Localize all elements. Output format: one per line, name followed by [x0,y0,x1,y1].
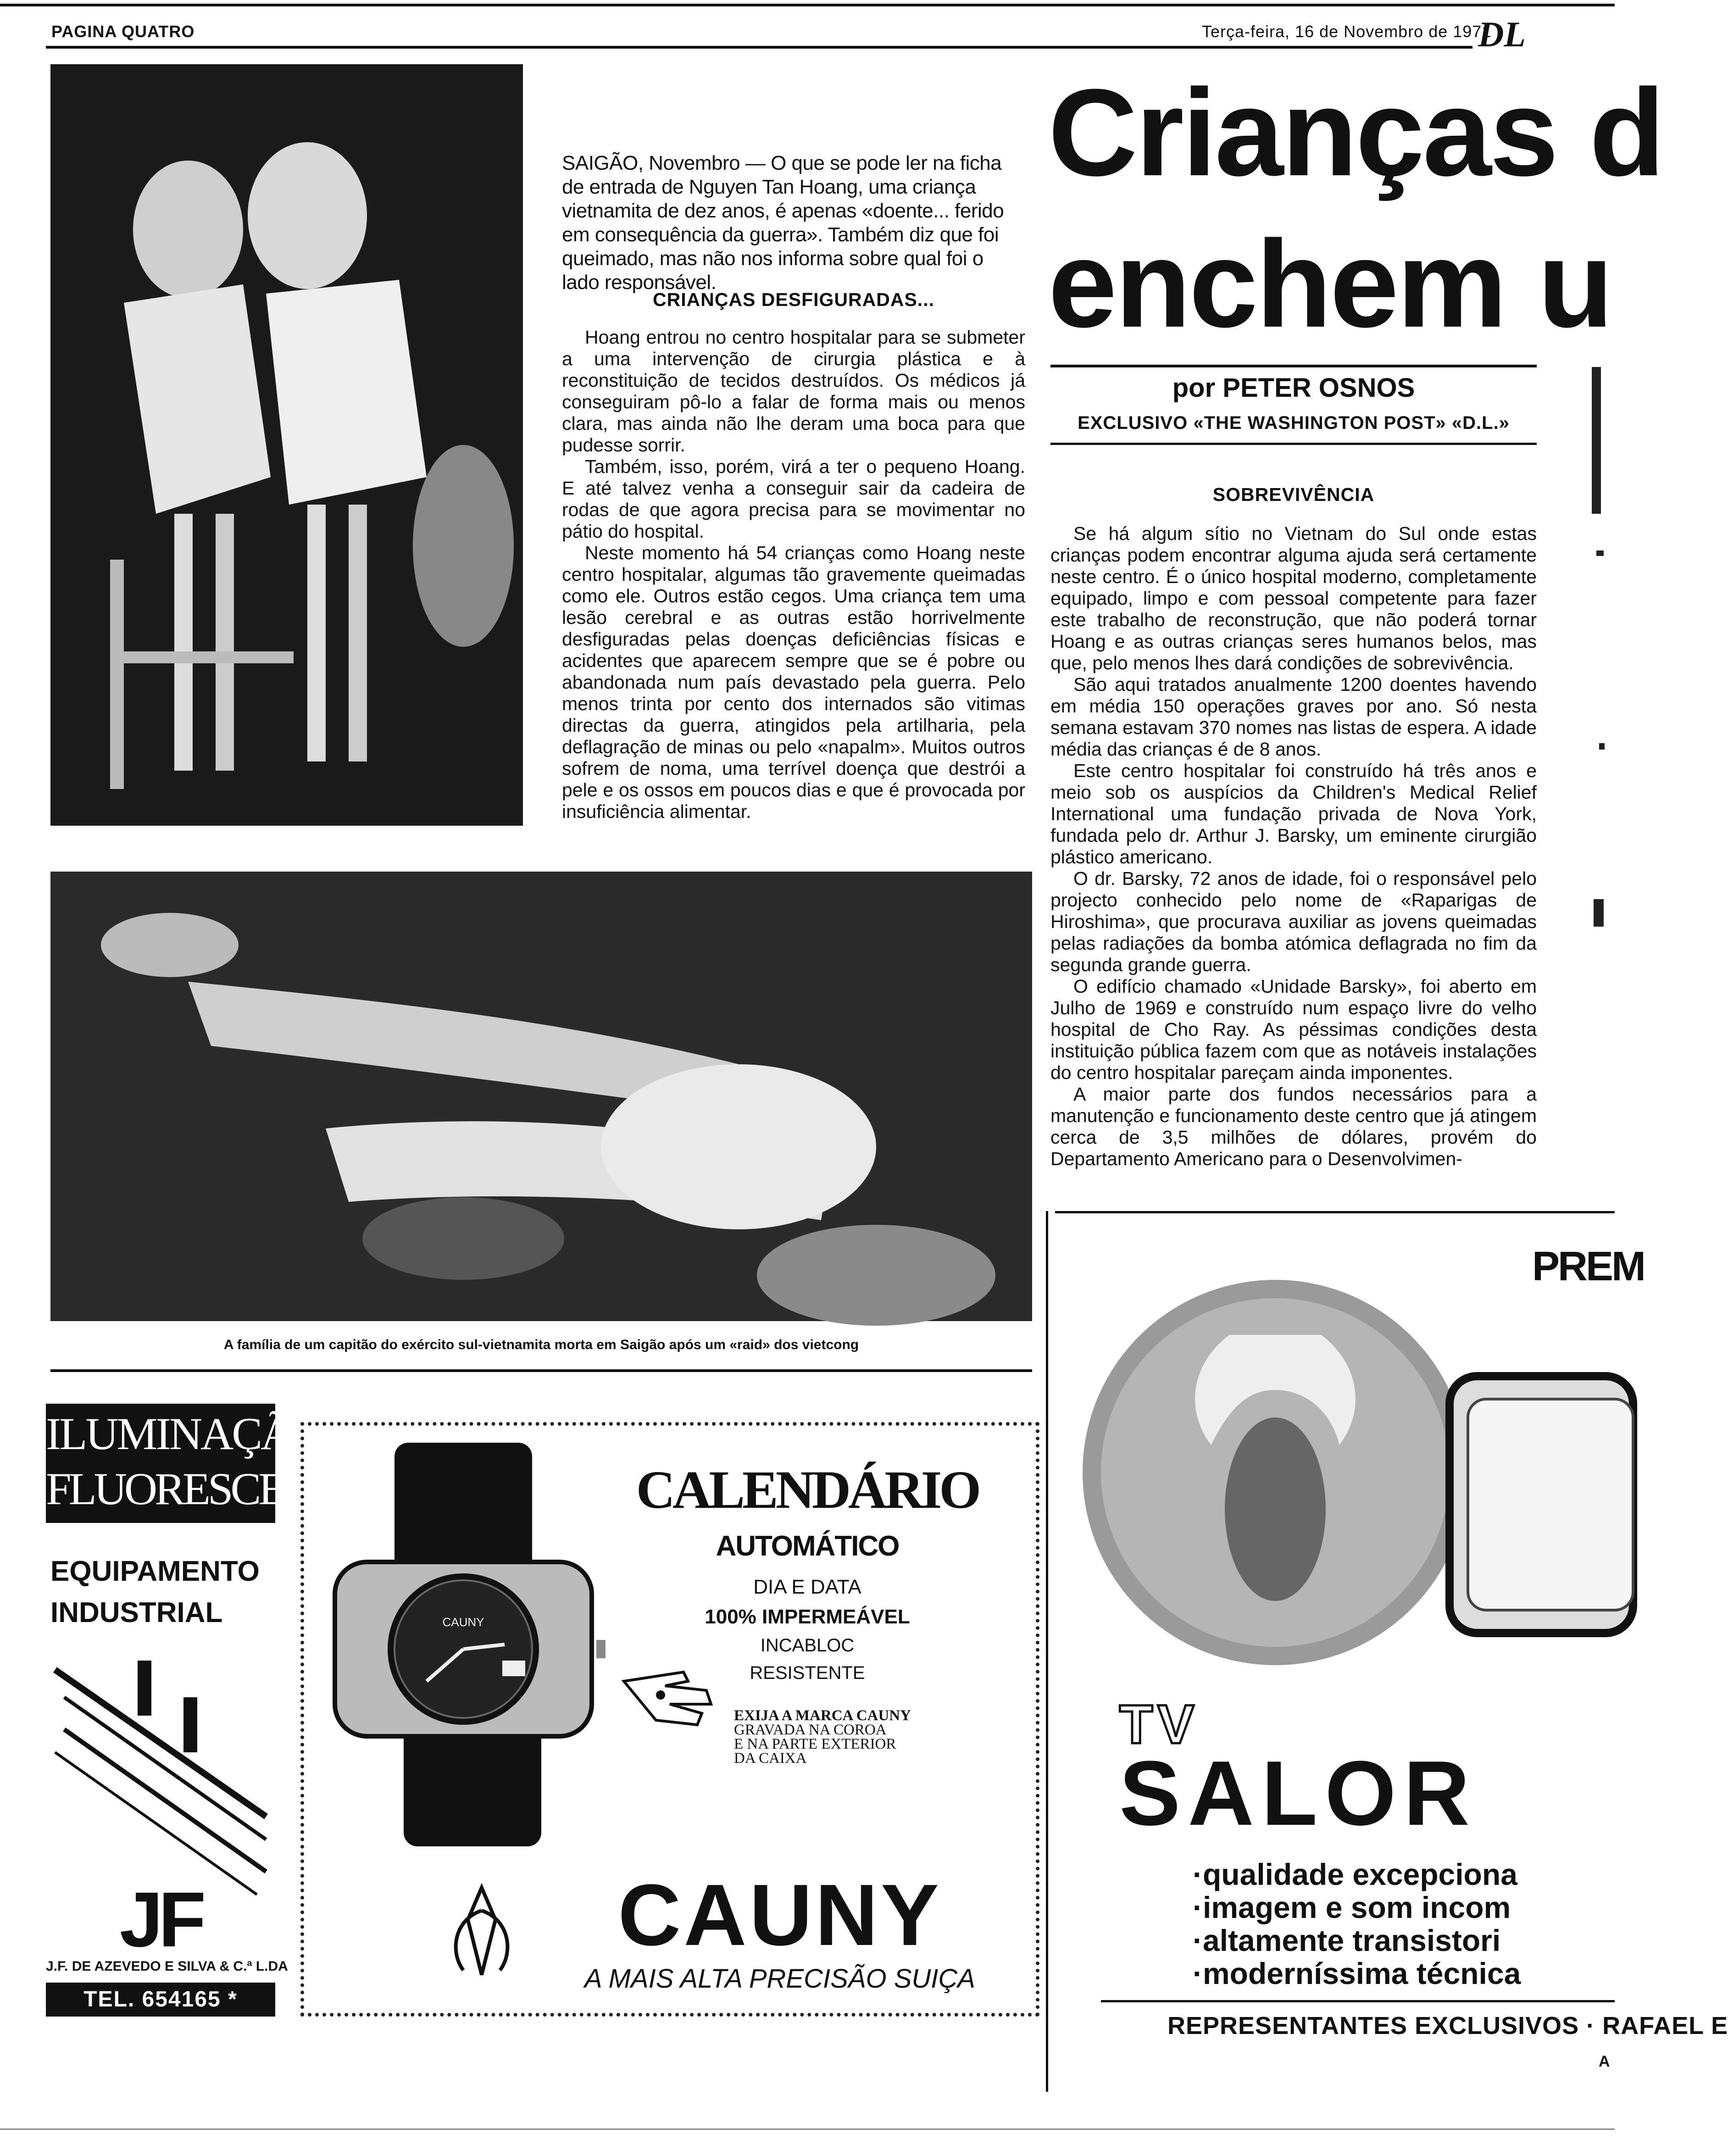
salora-bullet-text: altamente transistori [1202,1923,1501,1957]
wristwatch-illustration [321,1443,606,1846]
jf-phone: TEL. 654165 * LISBOA [46,1983,275,2017]
salora-footer-rule [1101,2000,1615,2002]
salora-corner-letter: A [1599,2053,1610,2070]
salora-bullet: ·qualidade excepciona [1193,1857,1517,1891]
cauny-brand: CAUNY [618,1867,942,1964]
section-rule-left [50,1369,1032,1372]
cauny-note-line: EXIJA A MARCA CAUNY [734,1707,911,1724]
jf-title-line-2: FLUORESCENTE [46,1463,365,1514]
salora-bullet-text: moderníssima técnica [1202,1956,1521,1990]
ad-jf-fluorescent [46,1404,365,2045]
salora-bullet-text: qualidade excepciona [1202,1857,1517,1891]
cauny-feature: INCABLOC [760,1635,855,1656]
col2-paragraph: O dr. Barsky, 72 anos de idade, foi o responsável pelo projecto conhecido pelo nome de «Raparigas de Hiroshima», que procurava auxiliar as jovens queimadas pelas radiações da bomba atómica deflagrada no fim da segunda grande guerra. [1050,868,1537,975]
jf-title-block [46,1404,365,1523]
headline-line-1: Crianças d [1048,64,1663,202]
photo-family-killed [50,872,1032,1321]
newspaper-logo: DL [1478,14,1526,54]
cauny-subtitle: AUTOMÁTICO [716,1530,899,1562]
col2-paragraph: São aqui tratados anualmente 1200 doentes havendo em média 150 operações graves por ano. Só nesta semana estavam 370 nomes nas listas de espera. A idade média das crianças é de 8 anos. [1050,674,1537,760]
fluorescent-lamp-illustration [46,1642,275,1899]
byline-rule-top [1050,365,1537,367]
cauny-note [734,1709,991,1766]
top-border-rule [0,4,1615,6]
col2-paragraph: Se há algum sítio no Vietnam do Sul onde estas crianças podem encontrar alguma ajuda será certamente neste centro. É o único hospital moderno, completamente equipado, limpo e com pessoal competente para fazer este trabalho de reconstrução, que não poderá tornar Hoang e as outras crianças seres humanos belos, mas que, pelo menos lhes dará condições de sobrevivência. [1050,523,1537,673]
cauny-feature: DIA E DATA [753,1576,861,1598]
jf-company-name: J.F. DE AZEVEDO E SILVA & C.ª L.DA [46,1959,288,1974]
salora-bullet: ·moderníssima técnica [1193,1956,1521,1990]
subhead-criancas-desfiguradas: CRIANÇAS DESFIGURADAS... [653,289,934,310]
cauny-title: CALENDÁRIO [636,1460,979,1520]
salora-bullet: ·imagem e som incom [1193,1890,1511,1924]
col1-paragraph: Também, isso, porém, virá a ter o pequeno Hoang. E até talvez venha a conseguir sair da cadeira de rodas de que agora precisa para se movimentar no pátio do hospital. [562,456,1025,542]
cauny-note-line: E NA PARTE EXTERIOR [734,1736,896,1752]
salora-brand: SALOR [1119,1742,1477,1845]
col2-paragraph: Este centro hospitalar foi construído há três anos e meio sob os auspícios da Children's Medical Relief International uma fundação privada de Nova York, fundada pelo dr. Arthur J. Barsky, um eminente cirurgião plástico americano. [1050,760,1537,867]
col2-paragraph: A maior parte dos fundos necessários para a manutenção e funcionamento deste centro que já atingem cerca de 3,5 milhões de dólares, provém do Departamento Americano para o Desenvolvimen- [1050,1084,1537,1169]
header-rule [46,46,1472,49]
exclusive-credit: EXCLUSIVO «THE WASHINGTON POST» «D.L.» [1078,413,1510,433]
photo2-caption: A família de um capitão do exército sul-vietnamita morta em Saigão após um «raid» dos vietcong [223,1337,859,1352]
jf-sub-line-2: INDUSTRIAL [50,1597,223,1628]
headline-line-2: enchem u [1048,215,1612,353]
byline-rule-bottom [1050,443,1537,445]
vertical-rule-right [1046,1211,1048,2092]
medal-illustration [1055,1216,1615,1720]
cauny-feature: 100% IMPERMEÁVEL [705,1606,910,1628]
pointing-hand-icon [615,1645,725,1736]
col1-paragraph: Neste momento há 54 crianças como Hoang neste centro hospitalar, algumas tão gravemente queimadas como ele. Outros estão cegos. Uma criança tem uma lesão cerebral e as outras estão horrivelmente desfiguradas pelas doenças deficiências físicas e acidentes que aparecem sempre que se é pobre ou abandonada num país devastado pela guerra. Pelo menos trinta por cento dos internados são vitimas directas da guerra, atingidos pela artilharia, pela deflagração de minas ou pelo «napalm». Muitos outros sofrem de noma, uma terrível doença que destrói a pele e os ossos em poucos dias e que é provocada por insuficiência alimentar. [562,542,1025,822]
adjacent-column-fragment [1587,367,1615,1147]
page-label: PAGINA QUATRO [51,22,195,41]
col2-paragraph: O edifício chamado «Unidade Barsky», foi aberto em Julho de 1969 e construído num espaço livre do velho hospital de Cho Ray. As péssimas condições desta instituição pública fazem com que as notáveis instalações do centro hospitalar pareçam ainda imponentes. [1050,976,1537,1083]
bottom-border-rule [0,2128,1615,2130]
ad-tv-salora [1055,1216,1728,2087]
salora-bullets [1193,1858,1521,1990]
article-lead: SAIGÃO, Novembro — O que se pode ler na ficha de entrada de Nguyen Tan Hoang, uma criança vietnamita de dez anos, é apenas «doente... ferido em consequência da guerra». Também diz que foi queimado, mas não nos informa sobre qual foi o lado responsável. [562,152,1004,294]
article-column-1 [562,327,1025,822]
salora-footer: REPRESENTANTES EXCLUSIVOS · RAFAEL E [1167,2012,1728,2039]
article-column-2 [1050,523,1537,1170]
subhead-sobrevivencia: SOBREVIVÊNCIA [1212,484,1375,505]
col1-paragraph: Hoang entrou no centro hospitalar para se submeter a uma intervenção de cirurgia plástica e à reconstituição de tecidos destruídos. Os médicos já conseguiram pô-lo a falar de forma mais ou menos clara, mas ainda não lhe deram uma boca para que pudesse sorrir. [562,327,1025,456]
salora-bullet-text: imagem e som incom [1202,1890,1511,1924]
jf-sub-line-1: EQUIPAMENTO [50,1556,260,1587]
cauny-emblem-icon [436,1883,528,1984]
salora-tv: TV [1119,1694,1199,1755]
issue-date: Terça-feira, 16 de Novembro de 1971 [1202,22,1492,41]
salora-bullet: ·altamente transistori [1193,1923,1501,1957]
cauny-tagline: A MAIS ALTA PRECISÃO SUIÇA [584,1964,975,1994]
salora-top-word: PREM [1532,1244,1645,1289]
watch-dial-brand: CAUNY [442,1615,484,1629]
salora-top-rule [1055,1211,1615,1213]
ad-cauny [312,1434,1023,2002]
cauny-feature: RESISTENTE [750,1663,865,1683]
cauny-note-line: DA CAIXA [734,1750,807,1767]
byline: por PETER OSNOS [1172,373,1415,403]
photo-injured-children [50,64,523,826]
jf-title-line-1: ILUMINAÇÃO [46,1408,323,1459]
jf-logo: JF [119,1876,202,1963]
cauny-note-line: GRAVADA NA COROA [734,1722,887,1738]
